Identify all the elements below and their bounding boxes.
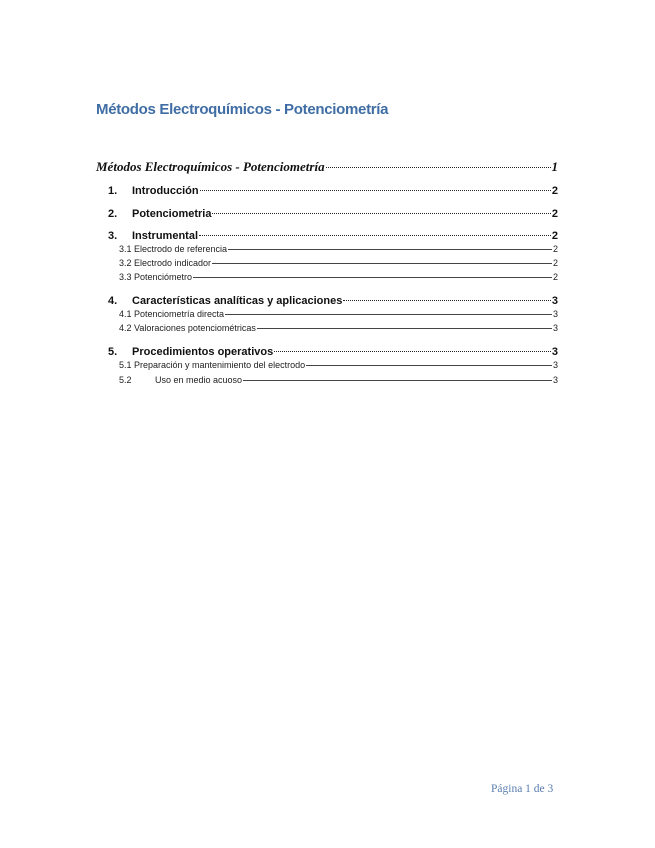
toc-leader	[274, 340, 551, 352]
toc-entry-uso-medio-acuoso[interactable]	[96, 373, 558, 385]
toc-page-number: 3	[552, 323, 558, 333]
toc-entry-number: 3.	[108, 230, 118, 242]
toc-page-number: 2	[551, 230, 558, 242]
toc-entry-label: Instrumental	[132, 230, 199, 242]
toc-leader	[257, 319, 552, 329]
toc-entry-number: 5.2	[119, 375, 132, 385]
toc-leader	[199, 224, 551, 236]
toc-entry-introduccion[interactable]	[96, 182, 558, 197]
toc-entry-number: 5.	[108, 346, 118, 358]
toc-leader	[212, 254, 552, 264]
toc-entry-electrodo-referencia[interactable]	[96, 242, 558, 254]
toc-leader	[225, 305, 552, 315]
toc-entry-electrodo-indicador[interactable]	[96, 256, 558, 268]
toc-entry-label: Uso en medio acuoso	[155, 375, 243, 385]
document-title: Métodos Electroquímicos - Potenciometría	[96, 101, 389, 118]
toc-entry-label: Características analíticas y aplicaciones	[132, 295, 343, 307]
toc-leader	[343, 289, 551, 301]
toc-page-number: 3	[552, 309, 558, 319]
toc-entry-label: 4.1 Potenciometría directa	[119, 309, 225, 319]
toc-page-number: 3	[552, 360, 558, 370]
toc-leader	[243, 371, 552, 381]
toc-entry-label: 3.2 Electrodo indicador	[119, 258, 212, 268]
toc-entry-valoraciones[interactable]	[96, 321, 558, 333]
toc-entry-number: 2.	[108, 208, 118, 220]
toc-entry-label: 5.1 Preparación y mantenimiento del electrodo	[119, 360, 306, 370]
toc-entry-potenciometro[interactable]	[96, 270, 558, 282]
toc-page-number: 2	[552, 272, 558, 282]
toc-page-number: 1	[551, 159, 558, 174]
toc-leader	[228, 240, 552, 250]
toc-entry-potenciometria[interactable]	[96, 205, 558, 220]
toc-entry-label: Procedimientos operativos	[132, 346, 274, 358]
toc-leader	[193, 268, 552, 278]
toc-entry-label: 3.3 Potenciómetro	[119, 272, 193, 282]
toc-page-number: 2	[552, 258, 558, 268]
toc-entry-label: Introducción	[132, 185, 199, 197]
toc-page-number: 2	[551, 208, 558, 220]
toc-page-number: 2	[552, 244, 558, 254]
toc-entry-potenciometria-directa[interactable]	[96, 307, 558, 319]
toc-entry-label: Potenciometria	[132, 208, 212, 220]
toc-page-number: 3	[552, 375, 558, 385]
toc-leader	[212, 202, 550, 214]
toc-entry-number: 1.	[108, 185, 118, 197]
toc-leader	[326, 154, 551, 168]
toc-page-number: 3	[551, 295, 558, 307]
toc-entry-heading[interactable]	[96, 157, 558, 175]
toc-leader	[306, 356, 552, 366]
toc-entry-label: 4.2 Valoraciones potenciométricas	[119, 323, 256, 333]
toc-leader	[200, 179, 551, 191]
toc-entry-number: 4.	[108, 295, 118, 307]
toc-page-number: 2	[551, 185, 558, 197]
toc-entry-label: Métodos Electroquímicos - Potenciometría	[96, 159, 325, 174]
toc-page-number: 3	[551, 346, 558, 358]
page-number-footer: Página 1 de 3	[491, 783, 554, 795]
toc-entry-preparacion[interactable]	[96, 358, 558, 370]
toc-entry-label: 3.1 Electrodo de referencia	[119, 244, 228, 254]
